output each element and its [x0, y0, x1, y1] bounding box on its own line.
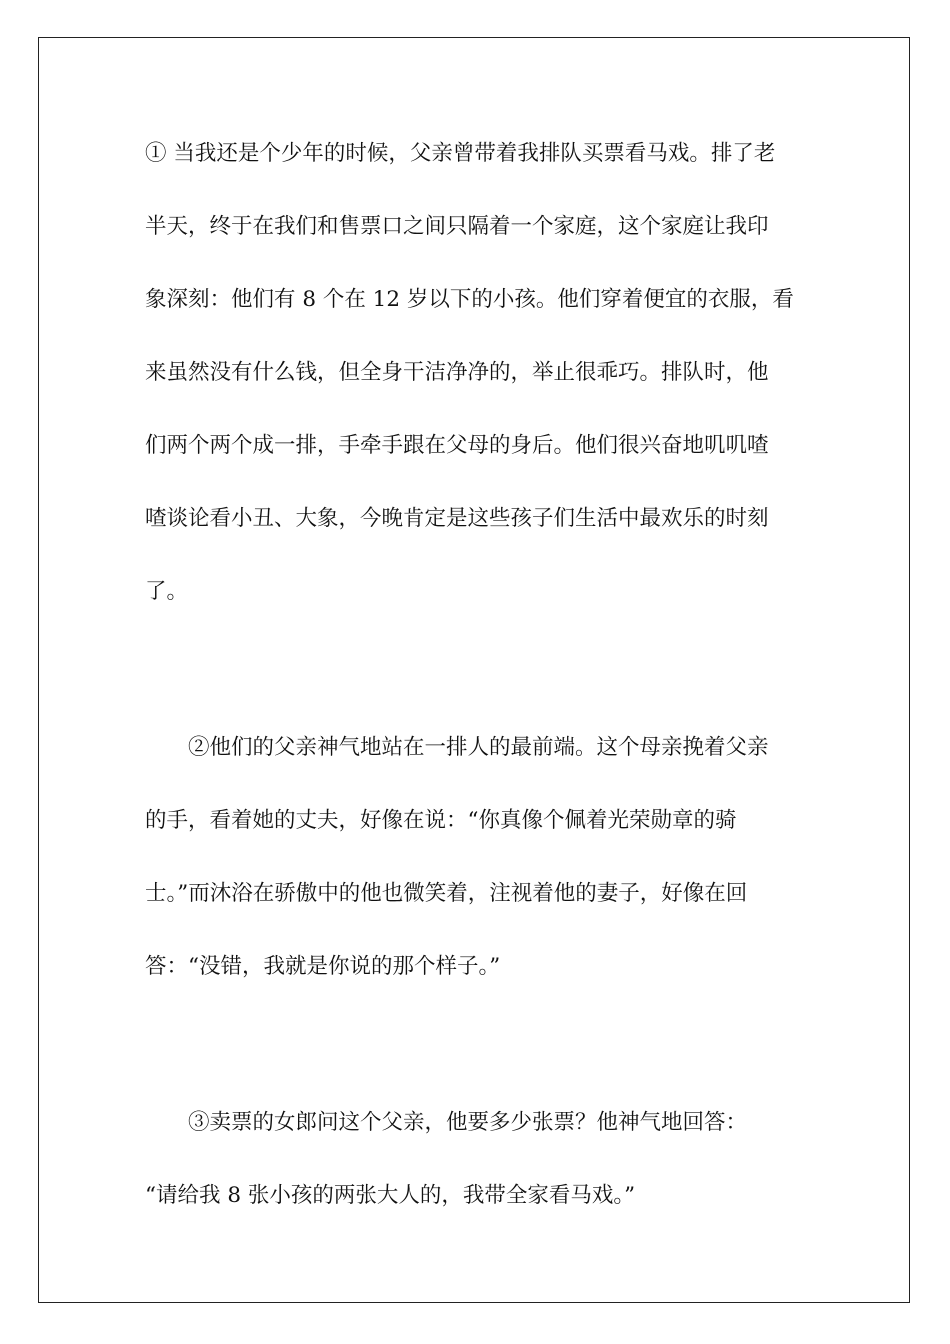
text-line: 的手，看着她的丈夫，好像在说：“你真像个佩着光荣勋章的骑 [145, 808, 737, 833]
text-line: “请给我 8 张小孩的两张大人的，我带全家看马戏。” [145, 1183, 636, 1208]
text-line: 象深刻：他们有 8 个在 12 岁以下的小孩。他们穿着便宜的衣服，看 [145, 287, 794, 312]
text-line: 士。”而沐浴在骄傲中的他也微笑着，注视着他的妻子，好像在回 [145, 881, 748, 906]
text-line: 喳谈论看小丑、大象，今晚肯定是这些孩子们生活中最欢乐的时刻 [145, 506, 769, 531]
text-line: 来虽然没有什么钱，但全身干洁净净的，举止很乖巧。排队时，他 [145, 360, 769, 385]
text-line: 们两个两个成一排，手牵手跟在父母的身后。他们很兴奋地叽叽喳 [145, 433, 769, 458]
text-line: ③卖票的女郎问这个父亲，他要多少张票？他神气地回答： [188, 1110, 748, 1135]
text-line: ②他们的父亲神气地站在一排人的最前端。这个母亲挽着父亲 [188, 735, 769, 760]
text-line: ① 当我还是个少年的时候，父亲曾带着我排队买票看马戏。排了老 [145, 141, 776, 166]
text-line: 半天，终于在我们和售票口之间只隔着一个家庭，这个家庭让我印 [145, 214, 769, 239]
text-line: 了。 [145, 579, 189, 604]
text-line: 答：“没错，我就是你说的那个样子。” [145, 954, 501, 979]
